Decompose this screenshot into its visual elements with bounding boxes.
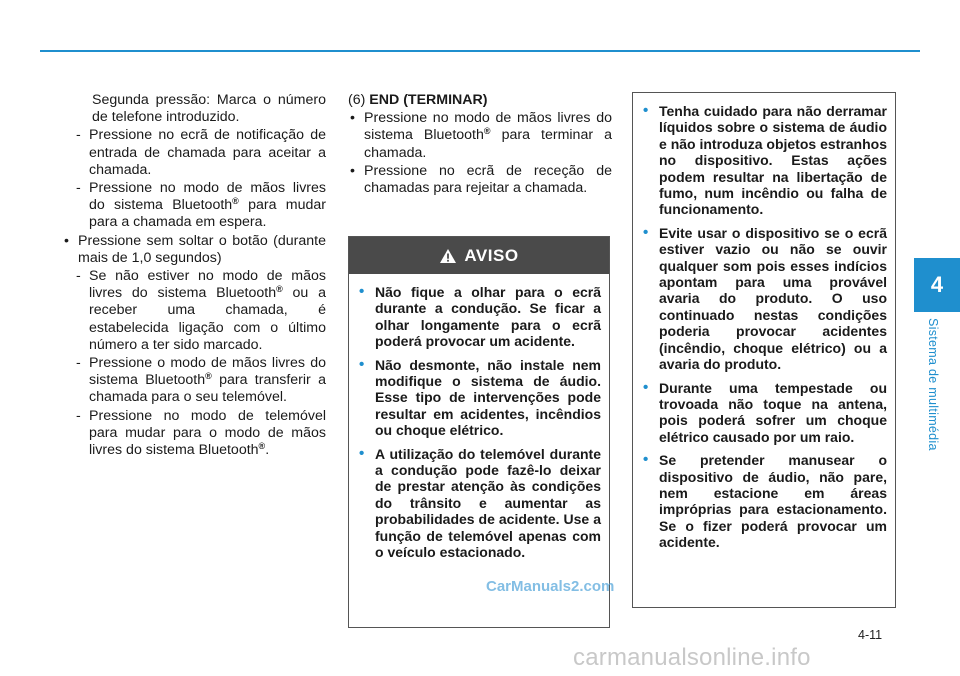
dash-item: - Se não estiver no modo de mãos livres do sistema Bluetooth® ou a receber uma chamada, é estabelecida ligação com o último número a ter sido marcado. [62,268,326,354]
warning-body [349,274,609,561]
bullet-dot: • [359,355,365,373]
registered-mark: ® [205,371,212,382]
dash-item: - Pressione no ecrã de notificação de entrada de chamada para aceitar a chamada. [62,127,326,179]
dash-item: - Pressione no modo de mãos livres do sistema Bluetooth® para mudar para a chamada em espera. [62,180,326,232]
bullet-dot: • [643,102,649,119]
bullet-dot: • [643,223,649,241]
watermark-mid: CarManuals2.com [486,578,615,595]
registered-mark: ® [258,441,266,452]
bullet-dot: • [350,162,355,179]
bullet-dot: • [643,451,649,469]
section-heading: (6) END (TERMINAR) [348,92,488,108]
dash-item: - Pressione no modo de telemóvel para mudar para o modo de mãos livres do sistema Bluetooth®. [62,408,326,460]
bullet-item: • Pressione no ecrã de receção de chamadas para rejeitar a chamada. [350,162,612,197]
registered-mark: ® [276,284,283,295]
warning-triangle-icon [439,248,457,264]
registered-mark: ® [232,196,239,207]
warning-item: • Não fique a olhar para o ecrã durante a condução. Se ficar a olhar longamente para o ecrã poderá provocar um acidente. [359,283,601,350]
intro-paragraph: Segunda pressão: Marca o número de telefone introduzido. [92,92,326,126]
chapter-label: Sistema de multimédia [926,318,940,451]
caution-item: • Tenha cuidado para não derramar líquidos sobre o sistema de áudio e não introduza objetos estranhos no dispositivo. Estas ações podem resultar na libertação de fumo, num incêndio ou falha de funcionamento. [643,102,887,218]
top-rule [40,50,920,52]
bullet-dot: • [359,444,365,462]
watermark-bottom: carmanualsonline.info [573,644,811,671]
bullet-dot: • [359,283,365,300]
caution-body [633,93,895,551]
page-number: 4-11 [858,628,883,642]
bullet-dot: • [643,378,649,396]
bullet-item: • Pressione sem soltar o botão (durante mais de 1,0 segundos) [64,232,326,266]
warning-header [349,237,609,274]
warning-box [348,236,610,628]
registered-mark: ® [483,126,491,137]
warning-item: • A utilização do telemóvel durante a condução pode fazê-lo deixar de prestar atenção às condições do trânsito e aumentar as probabilidades de acidente. Use a função de telemóvel apenas com o veículo estacionado. [359,444,601,561]
bullet-item: • Pressione no modo de mãos livres do sistema Bluetooth® para terminar a chamada. [350,110,612,161]
warning-title: AVISO [464,245,519,265]
caution-item: • Se pretender manusear o dispositivo de áudio, não pare, nem estacione em áreas impróprias para estacionamento. Se o fizer poderá provocar um acidente. [643,451,887,551]
caution-item: • Durante uma tempestade ou trovoada não toque na antena, pois poderá sofrer um choque elétrico causado por um raio. [643,378,887,445]
warning-item: • Não desmonte, não instale nem modifique o sistema de áudio. Esse tipo de intervenções pode resultar em acidentes, incêndios ou choque elétrico. [359,355,601,439]
bullet-dot: • [350,110,355,127]
left-column [62,92,326,459]
bullet-dot: • [64,232,69,249]
caution-box [632,92,896,608]
chapter-tab: 4 [914,258,960,312]
dash-item: - Pressione o modo de mãos livres do sistema Bluetooth® para transferir a chamada para o seu telemóvel. [62,355,326,407]
caution-item: • Evite usar o dispositivo se o ecrã estiver vazio ou não se ouvir qualquer som pois esses indícios apontam para uma provável avaria do produto. O uso continuado nestas condições poderia provocar acidentes (incêndio, choque elétrico) ou a avaria do produto. [643,223,887,373]
middle-column [348,92,612,197]
